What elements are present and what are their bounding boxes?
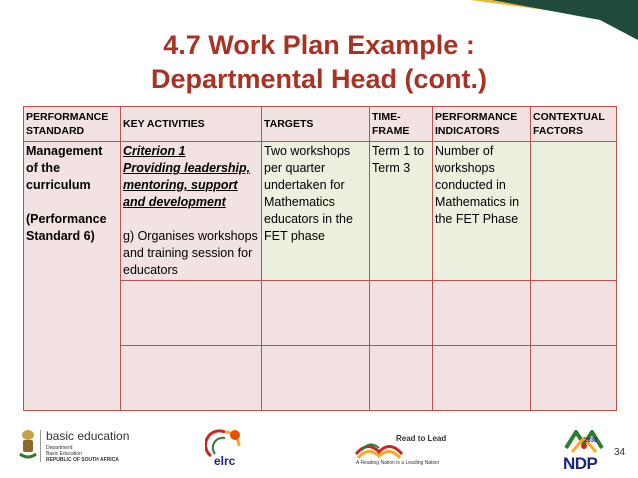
basic-education-logo-subtext: Department: Basic Education REPUBLIC OF SOUTH AFRICA	[46, 445, 119, 463]
contextual-factors-cell	[531, 142, 617, 281]
header-performance-indicators: PERFORMANCE INDICATORS	[433, 107, 531, 142]
key-activities-cell: Criterion 1 Providing leadership, mentoring, support and development g) Organises workshops and training session for educators	[121, 142, 262, 281]
header-time-frame: TIME- FRAME	[370, 107, 433, 142]
ndp-logo-text: NDP	[563, 454, 598, 473]
empty-cell	[433, 346, 531, 411]
performance-indicators-cell: Number of workshops conducted in Mathematics in the FET Phase	[433, 142, 531, 281]
title-line-2: Departmental Head (cont.)	[150, 64, 488, 94]
empty-cell	[433, 281, 531, 346]
elrc-logo-text: elrc	[214, 454, 236, 468]
empty-cell	[531, 346, 617, 411]
performance-standard-cell: Management of the curriculum (Performance Standard 6)	[24, 142, 121, 411]
header-row	[24, 107, 617, 142]
empty-cell	[121, 281, 262, 346]
empty-cell	[531, 281, 617, 346]
empty-cell	[262, 281, 370, 346]
table-row	[24, 142, 617, 281]
read-to-lead-tagline: A Reading Nation is a Leading Nation	[356, 460, 440, 466]
title-line-1: 4.7 Work Plan Example :	[163, 30, 475, 60]
logo-divider	[40, 430, 41, 462]
empty-cell	[262, 346, 370, 411]
ndp-logo-year: 2030	[584, 438, 598, 444]
header-key-activities: KEY ACTIVITIES	[121, 107, 262, 142]
coat-of-arms-icon	[18, 428, 38, 462]
empty-cell	[121, 346, 262, 411]
read-to-lead-logo-text: Read to Lead	[396, 434, 447, 443]
slide-title	[0, 28, 638, 96]
basic-education-logo-text: basic education	[46, 429, 130, 443]
header-contextual-factors: CONTEXTUAL FACTORS	[531, 107, 617, 142]
header-targets: TARGETS	[262, 107, 370, 142]
footer-logos	[0, 412, 638, 478]
empty-cell	[370, 346, 433, 411]
page-number: 34	[614, 447, 626, 458]
targets-cell: Two workshops per quarter undertaken for Mathematics educators in the FET phase	[262, 142, 370, 281]
work-plan-table	[23, 106, 617, 411]
empty-cell	[370, 281, 433, 346]
time-frame-cell: Term 1 to Term 3	[370, 142, 433, 281]
header-performance-standard: PERFORMANCE STANDARD	[24, 107, 121, 142]
